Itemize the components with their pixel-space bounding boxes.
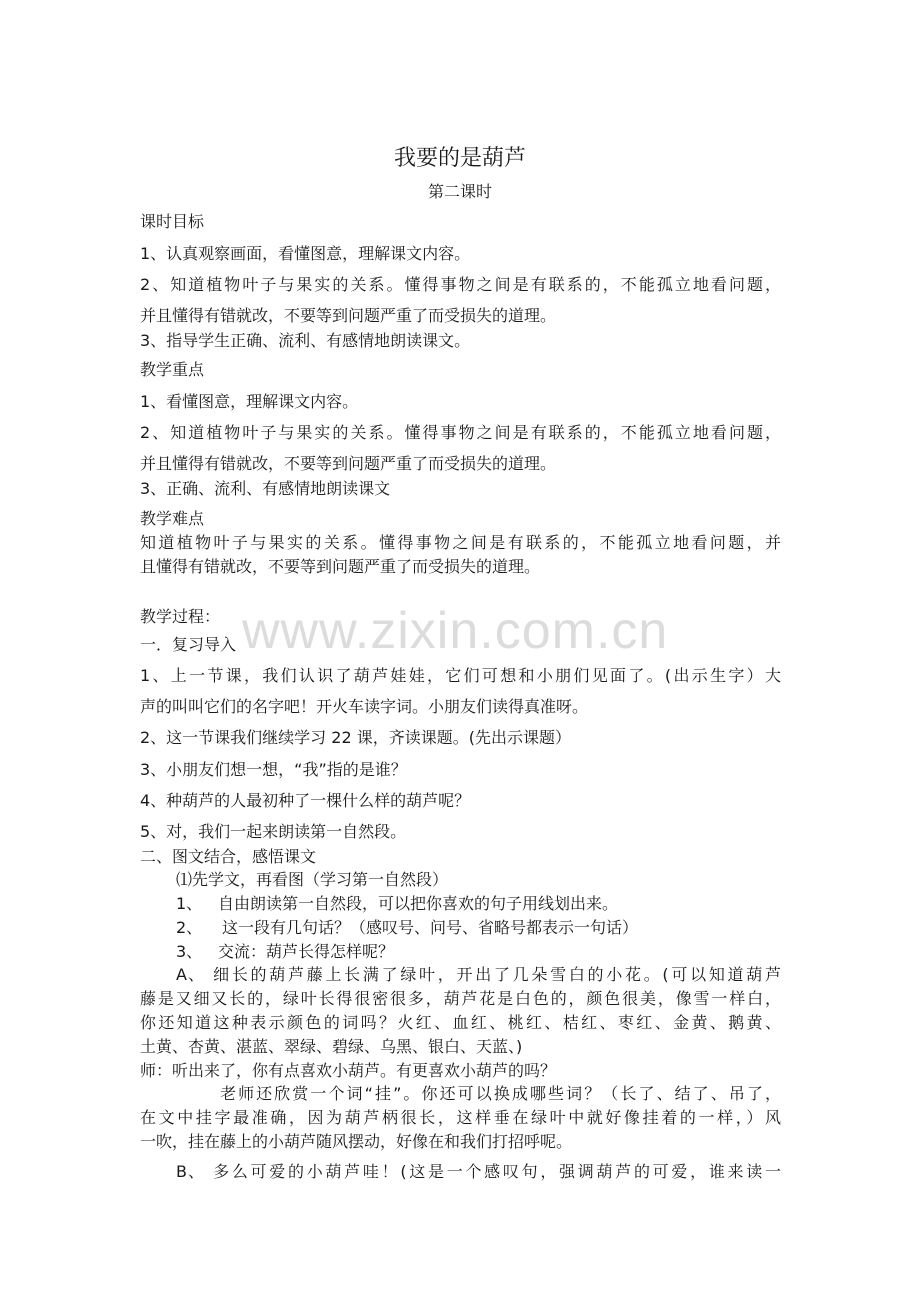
- text-line: 藤是又细又长的，绿叶长得很密很多，葫芦花是白色的，颜色很美，像雪一样白，: [140, 989, 781, 1008]
- numbered-item: [176, 893, 816, 915]
- item-text: 这一段有几句话？（感叹号、问号、省略号都表示一句话）: [222, 918, 639, 937]
- text-line: 知道植物叶子与果实的关系。懂得事物之间是有联系的，不能孤立地看问题，并: [140, 533, 781, 552]
- item-number: 3、: [176, 942, 203, 961]
- lettered-item: [176, 964, 781, 986]
- text-line: 且懂得有错就改，不要等到问题严重了而受损失的道理。: [140, 557, 541, 576]
- text-line: 1、认真观察画面，看懂图意，理解课文内容。: [140, 244, 471, 263]
- text-line: 并且懂得有错就改，不要等到问题严重了而受损失的道理。: [140, 454, 557, 473]
- text-line: ⑴先学文，再看图（学习第一自然段）: [176, 870, 449, 889]
- item-text: 多么可爱的小葫芦哇！(这是一个感叹句，强调葫芦的可爱，谁来读一: [210, 1162, 781, 1181]
- text-line: 声的叫叫它们的名字吧！开火车读字词。小朋友们读得真准呀。: [140, 697, 589, 716]
- text-line: 3、正确、流利、有感情地朗读课文: [140, 479, 391, 498]
- text-line: 1、看懂图意，理解课文内容。: [140, 392, 359, 411]
- document-title: 我要的是葫芦: [393, 146, 526, 171]
- text-line: 土黄、杏黄、湛蓝、翠绿、碧绿、乌黑、银白、天蓝、): [140, 1037, 523, 1056]
- item-number: 2、: [176, 918, 203, 937]
- section-heading-objectives: 课时目标: [140, 212, 205, 231]
- text-line: 在文中挂字最准确，因为葫芦柄很长，这样垂在绿叶中就好像挂着的一样，）风: [140, 1108, 781, 1127]
- text-line: 你还知道这种表示颜色的词吗？火红、血红、桃红、桔红、枣红、金黄、鹅黄、: [140, 1013, 781, 1032]
- text-line: 2、知道植物叶子与果实的关系。懂得事物之间是有联系的，不能孤立地看问题，: [140, 275, 781, 294]
- item-text: 交流：葫芦长得怎样呢？: [218, 942, 395, 961]
- text-line: 4、种葫芦的人最初种了一棵什么样的葫芦呢？: [140, 791, 471, 810]
- lettered-item: [176, 1161, 781, 1183]
- subsection-heading: 二、图文结合，感悟课文: [140, 847, 317, 866]
- document-subtitle: 第二课时: [427, 182, 492, 201]
- text-line: 一吹，挂在藤上的小葫芦随风摆动，好像在和我们打招呼呢。: [140, 1132, 573, 1151]
- section-heading-key-points: 教学重点: [140, 360, 205, 379]
- section-heading-difficulties: 教学难点: [140, 509, 205, 528]
- item-text: 细长的葫芦藤上长满了绿叶，开出了几朵雪白的小花。(可以知道葫芦: [210, 965, 781, 984]
- text-line: 1、上一节课，我们认识了葫芦娃娃，它们可想和小朋们见面了。(出示生字）大: [140, 666, 781, 685]
- text-line: 师：听出来了，你有点喜欢小葫芦。有更喜欢小葫芦的吗？: [140, 1061, 557, 1080]
- watermark: www.zixin.com.cn: [242, 602, 669, 660]
- text-line: 老师还欣赏一个词“挂”。你还可以换成哪些词？（长了、结了、吊了，: [220, 1084, 781, 1103]
- text-line: 3、小朋友们想一想，“我”指的是谁？: [140, 760, 407, 779]
- text-line: 5、对，我们一起来朗读第一自然段。: [140, 822, 407, 841]
- text-line: 并且懂得有错就改，不要等到问题严重了而受损失的道理。: [140, 306, 557, 325]
- text-line: 2、这一节课我们继续学习 22 课，齐读课题。(先出示课题）: [140, 728, 571, 747]
- item-letter: B、: [176, 1162, 204, 1181]
- section-heading-process: 教学过程：: [140, 607, 221, 626]
- item-number: 1、: [176, 894, 203, 913]
- item-text: 自由朗读第一自然段，可以把你喜欢的句子用线划出来。: [218, 894, 619, 913]
- item-letter: A、: [176, 965, 204, 984]
- numbered-item: [176, 941, 816, 963]
- subsection-heading: 一．复习导入: [140, 635, 237, 654]
- text-line: 3、指导学生正确、流利、有感情地朗读课文。: [140, 331, 471, 350]
- numbered-item: [176, 917, 816, 939]
- text-line: 2、知道植物叶子与果实的关系。懂得事物之间是有联系的，不能孤立地看问题，: [140, 423, 781, 442]
